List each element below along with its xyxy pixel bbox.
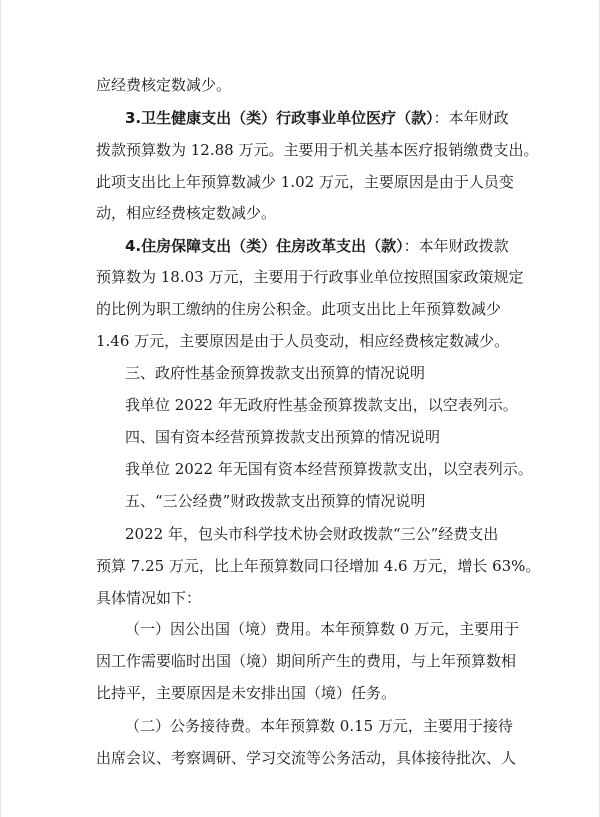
paragraph-line: 具体情况如下： <box>96 589 202 607</box>
paragraph-line: 1.46 万元，主要原因是由于人员变动，相应经费核定数减少。 <box>96 332 510 350</box>
paragraph-line: 出席会议、考察调研、学习交流等公务活动，具体接待批次、人 <box>96 749 517 767</box>
paragraph-line: 预算 7.25 万元，比上年预算数同口径增加 4.6 万元，增长 63%。 <box>96 557 541 575</box>
section-heading-3: 三、政府性基金预算拨款支出预算的情况说明 <box>125 364 426 382</box>
section-heading-health: 3.卫生健康支出（类）行政事业单位医疗（款）：本年财政 <box>125 109 509 127</box>
subsection-abroad: （一）因公出国（境）费用。本年预算数 0 万元，主要用于 <box>125 620 520 638</box>
paragraph-line: 此项支出比上年预算数减少 1.02 万元，主要原因是由于人员变 <box>96 173 514 191</box>
paragraph-line: 动，相应经费核定数减少。 <box>96 204 277 222</box>
subsection-reception: （二）公务接待费。本年预算数 0.15 万元，主要用于接待 <box>125 717 513 735</box>
section-heading-4: 四、国有资本经营预算拨款支出预算的情况说明 <box>125 428 441 446</box>
section-heading-housing: 4.住房保障支出（类）住房改革支出（款）：本年财政拨款 <box>125 237 509 255</box>
paragraph-line: 我单位 2022 年无国有资本经营预算拨款支出，以空表列示。 <box>125 460 533 478</box>
paragraph-line: 拨款预算数为 12.88 万元。主要用于机关基本医疗报销缴费支出。 <box>96 141 539 159</box>
paragraph-line: 应经费核定数减少。 <box>96 76 232 94</box>
paragraph-line: 预算数为 18.03 万元，主要用于行政事业单位按照国家政策规定 <box>96 268 524 286</box>
paragraph-line: 我单位 2022 年无政府性基金预算拨款支出，以空表列示。 <box>125 396 518 414</box>
paragraph-line: 比持平，主要原因是未安排出国（境）任务。 <box>96 684 397 702</box>
section-heading-5: 五、“三公经费”财政拨款支出预算的情况说明 <box>125 492 426 510</box>
paragraph-line: 2022 年，包头市科学技术协会财政拨款“三公”经费支出 <box>125 525 499 543</box>
paragraph-line: 因工作需要临时出国（境）期间所产生的费用，与上年预算数相 <box>96 652 517 670</box>
paragraph-line: 的比例为职工缴纳的住房公积金。此项支出比上年预算数减少 <box>96 300 502 318</box>
